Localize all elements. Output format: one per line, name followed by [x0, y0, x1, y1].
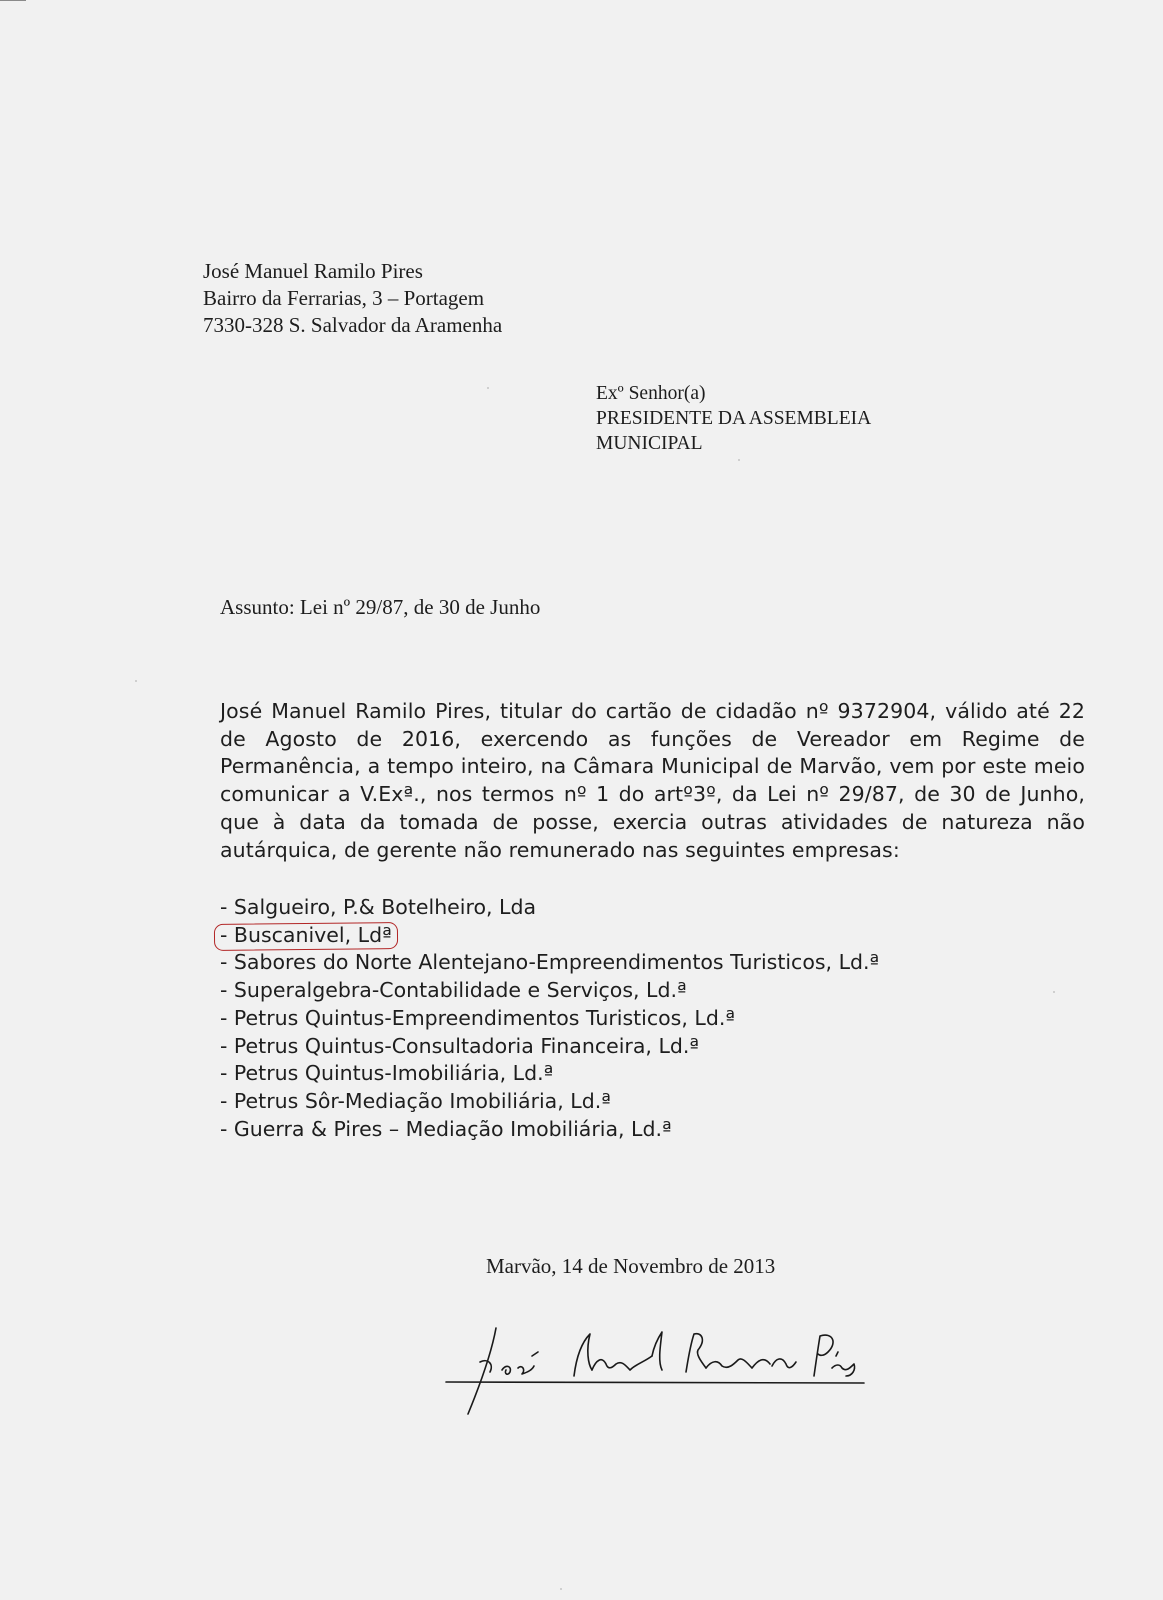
- recipient-title-line-2: MUNICIPAL: [596, 433, 703, 454]
- company-list: [220, 894, 879, 1143]
- company-item: - Petrus Quintus-Empreendimentos Turisticos, Ld.ª: [220, 1005, 736, 1030]
- scan-speck: [1053, 991, 1055, 993]
- company-item: - Sabores do Norte Alentejano-Empreendimentos Turisticos, Ld.ª: [220, 950, 880, 975]
- recipient-block: [596, 381, 871, 456]
- place-date: Marvão, 14 de Novembro de 2013: [486, 1254, 776, 1278]
- scan-speck: [560, 1588, 562, 1590]
- scan-corner-mark: [0, 0, 26, 5]
- sender-block: [203, 258, 502, 339]
- red-circle-annotation: - Buscanivel, Ldª: [220, 922, 392, 950]
- signature-text: José Manuel Ramilo Pires: [440, 1320, 451, 1321]
- sender-address-line-1: Bairro da Ferrarias, 3 – Portagem: [203, 286, 485, 310]
- company-item: - Petrus Quintus-Imobiliária, Ld.ª: [220, 1061, 554, 1086]
- company-item: - Petrus Quintus-Consultadoria Financeira, Ld.ª: [220, 1033, 700, 1058]
- recipient-salutation: Exº Senhor(a): [596, 383, 706, 404]
- company-item: - Superalgebra-Contabilidade e Serviços, Ld.ª: [220, 978, 687, 1003]
- company-item-circled: [220, 922, 879, 950]
- scan-speck: [738, 459, 740, 461]
- sender-address-line-2: 7330-328 S. Salvador da Aramenha: [203, 313, 503, 337]
- company-item: - Guerra & Pires – Mediação Imobiliária, Ld.ª: [220, 1116, 672, 1141]
- recipient-title-line-1: PRESIDENTE DA ASSEMBLEIA: [596, 408, 872, 429]
- handwritten-signature: [440, 1320, 870, 1430]
- sender-name: José Manuel Ramilo Pires: [203, 259, 423, 283]
- subject-line: Assunto: Lei nº 29/87, de 30 de Junho: [220, 595, 541, 619]
- company-item: - Salgueiro, P.& Botelheiro, Lda: [220, 895, 537, 919]
- company-item: - Petrus Sôr-Mediação Imobiliária, Ld.ª: [220, 1088, 611, 1113]
- scan-speck: [487, 387, 489, 389]
- scan-speck: [135, 680, 137, 682]
- body-paragraph: José Manuel Ramilo Pires, titular do cartão de cidadão nº 9372904, válido até 22 de Agosto de 2016, exercendo as funções de Vereador em Regime de Permanência, a tempo inteiro, na Câmara Municipal de Marvão, vem por este meio comunicar a V.Exª., nos termos nº 1 do artº3º, da Lei nº 29/87, de 30 de Junho, que à data da tomada de posse, exercia outras atividades de natureza não autárquica, de gerente não remunerado nas seguintes empresas:: [220, 699, 1085, 862]
